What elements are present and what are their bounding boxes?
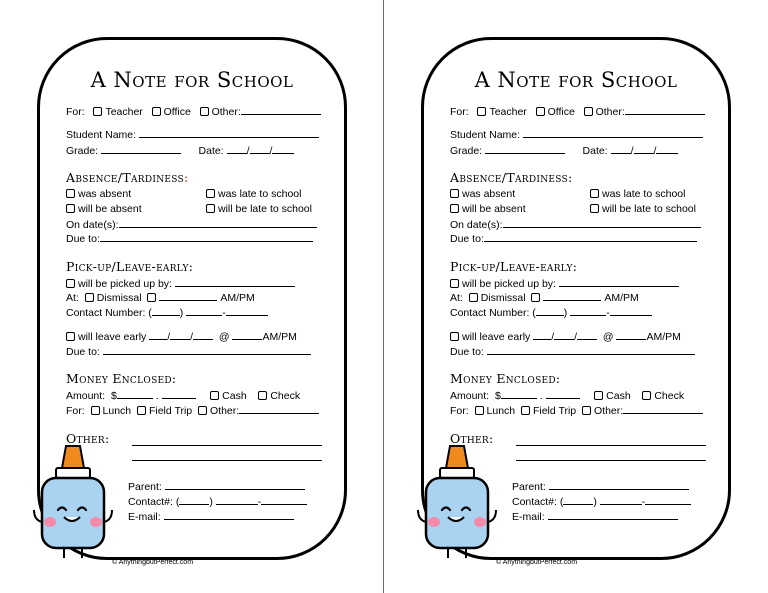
pickup-due-line[interactable] xyxy=(103,345,311,355)
other-line-1[interactable] xyxy=(132,436,322,446)
student-name-label: Student Name: xyxy=(66,129,137,141)
dismissal-checkbox[interactable] xyxy=(469,293,478,302)
money-for-row: For: Lunch Field Trip Other: xyxy=(450,404,703,417)
leave-time-line[interactable] xyxy=(616,330,646,340)
lunch-checkbox[interactable] xyxy=(91,406,100,415)
will-absent-option[interactable]: will be absent xyxy=(66,203,142,215)
leave-early-row: will leave early / / @ AM/PM xyxy=(450,330,681,343)
email-line[interactable] xyxy=(548,510,678,520)
date-label: Date: xyxy=(198,145,224,157)
picked-up-line[interactable] xyxy=(559,277,679,287)
contact-prefix-line[interactable] xyxy=(570,306,606,316)
parent-row: Parent: xyxy=(128,480,305,493)
contact-num-row: Contact#: ( ) - xyxy=(128,495,307,508)
picked-up-checkbox[interactable] xyxy=(450,279,459,288)
will-late-checkbox[interactable] xyxy=(206,204,215,213)
other-line[interactable] xyxy=(241,105,321,115)
cheek-left xyxy=(428,517,440,527)
glue-collar xyxy=(440,468,474,478)
absence-heading: Absence/Tardiness: xyxy=(66,170,189,185)
parent-number-line[interactable] xyxy=(261,495,307,505)
glue-cap xyxy=(62,446,84,468)
office-checkbox[interactable] xyxy=(152,107,161,116)
amount-cents-line[interactable] xyxy=(546,389,580,399)
teacher-label: Teacher xyxy=(105,106,143,118)
absence-due-row: Due to: xyxy=(66,232,313,245)
was-late-option[interactable]: was late to school xyxy=(206,188,301,200)
leave-early-checkbox[interactable] xyxy=(450,332,459,341)
copyright: © AnythingbutPerfect.com xyxy=(496,559,578,566)
was-absent-option[interactable]: was absent xyxy=(66,188,131,200)
other-heading: Other: xyxy=(66,431,110,446)
contact-number-line[interactable] xyxy=(610,306,652,316)
other-line-2[interactable] xyxy=(132,451,322,461)
teacher-checkbox[interactable] xyxy=(477,107,486,116)
picked-up-line[interactable] xyxy=(175,277,295,287)
date-month-line[interactable] xyxy=(611,144,631,154)
other-label: Other: xyxy=(211,106,241,118)
will-absent-checkbox[interactable] xyxy=(66,204,75,213)
at-row: At: Dismissal AM/PM xyxy=(66,292,255,304)
email-line[interactable] xyxy=(164,510,294,520)
amount-dollars-line[interactable] xyxy=(501,389,537,399)
was-absent-checkbox[interactable] xyxy=(450,189,459,198)
date-month-line[interactable] xyxy=(227,144,247,154)
money-heading: Money Enclosed: xyxy=(66,371,177,386)
time-line[interactable] xyxy=(543,291,601,301)
on-dates-row: On date(s): xyxy=(66,218,317,231)
amount-row: Amount: $ . Cash Check xyxy=(450,390,685,402)
other-checkbox[interactable] xyxy=(200,107,209,116)
check-checkbox[interactable] xyxy=(642,391,651,400)
date-day-line[interactable] xyxy=(634,144,654,154)
contact-area-line[interactable] xyxy=(152,306,180,316)
on-dates-line[interactable] xyxy=(119,218,317,228)
at-row: At: Dismissal AM/PM xyxy=(450,292,639,304)
leave-year-line[interactable] xyxy=(193,330,213,340)
leave-month-line[interactable] xyxy=(533,330,551,340)
grade-date-row: Grade: Date: / / xyxy=(450,144,678,157)
pickup-heading: Pick-up/Leave-early: xyxy=(450,259,578,274)
pickup-due-line[interactable] xyxy=(487,345,695,355)
cheek-right xyxy=(474,517,486,527)
contact-row: Contact Number: ( ) - xyxy=(66,306,268,319)
email-row: E-mail: xyxy=(512,510,678,523)
glue-bottle-icon xyxy=(28,444,118,564)
office-checkbox[interactable] xyxy=(536,107,545,116)
leave-early-row: will leave early / / @ AM/PM xyxy=(66,330,297,343)
absence-due-line[interactable] xyxy=(484,232,697,242)
cheek-left xyxy=(44,517,56,527)
grade-label: Grade: xyxy=(66,145,99,157)
note-title: A Note for School xyxy=(90,68,294,92)
money-other-checkbox[interactable] xyxy=(198,406,207,415)
cash-checkbox[interactable] xyxy=(210,391,219,400)
date-year-line[interactable] xyxy=(656,144,678,154)
parent-prefix-line[interactable] xyxy=(600,495,642,505)
leave-time-line[interactable] xyxy=(232,330,262,340)
was-late-checkbox[interactable] xyxy=(206,189,215,198)
email-row: E-mail: xyxy=(128,510,294,523)
time-checkbox[interactable] xyxy=(531,293,540,302)
was-absent-option[interactable]: was absent xyxy=(450,188,515,200)
student-name-row xyxy=(66,128,319,141)
parent-area-line[interactable] xyxy=(179,495,209,505)
money-for-row: For: Lunch Field Trip Other: xyxy=(66,404,319,417)
cash-checkbox[interactable] xyxy=(594,391,603,400)
pickup-due-row: Due to: xyxy=(450,345,695,358)
glue-bottle-icon xyxy=(412,444,502,564)
note-title: A Note for School xyxy=(474,68,678,92)
other-line-1[interactable] xyxy=(516,436,706,446)
parent-prefix-line[interactable] xyxy=(216,495,258,505)
on-dates-line[interactable] xyxy=(503,218,701,228)
student-name-line[interactable] xyxy=(523,128,703,138)
for-row xyxy=(66,105,321,118)
will-late-checkbox[interactable] xyxy=(590,204,599,213)
glue-collar xyxy=(56,468,90,478)
contact-area-line[interactable] xyxy=(536,306,564,316)
check-checkbox[interactable] xyxy=(258,391,267,400)
money-other-checkbox[interactable] xyxy=(582,406,591,415)
date-year-line[interactable] xyxy=(272,144,294,154)
amount-dollars-line[interactable] xyxy=(117,389,153,399)
other-checkbox[interactable] xyxy=(584,107,593,116)
teacher-checkbox[interactable] xyxy=(93,107,102,116)
glue-body xyxy=(426,478,488,548)
contact-number-line[interactable] xyxy=(226,306,268,316)
absence-due-line[interactable] xyxy=(100,232,313,242)
was-late-option[interactable]: was late to school xyxy=(590,188,685,200)
other-line[interactable] xyxy=(625,105,705,115)
parent-number-line[interactable] xyxy=(645,495,691,505)
page-divider xyxy=(383,0,384,593)
for-label: For: xyxy=(66,106,85,118)
will-absent-option[interactable]: will be absent xyxy=(450,203,526,215)
leave-month-line[interactable] xyxy=(149,330,167,340)
dismissal-checkbox[interactable] xyxy=(85,293,94,302)
contact-num-row: Contact#: ( ) - xyxy=(512,495,691,508)
leave-early-checkbox[interactable] xyxy=(66,332,75,341)
office-label: Office xyxy=(163,106,191,118)
money-other-line[interactable] xyxy=(623,404,703,414)
leave-day-line[interactable] xyxy=(554,330,574,340)
time-line[interactable] xyxy=(159,291,217,301)
was-absent-checkbox[interactable] xyxy=(66,189,75,198)
parent-row: Parent: xyxy=(512,480,689,493)
picked-up-row: will be picked up by: xyxy=(450,277,679,290)
parent-line[interactable] xyxy=(165,480,305,490)
leave-day-line[interactable] xyxy=(170,330,190,340)
cheek-right xyxy=(90,517,102,527)
will-late-option[interactable]: will be late to school xyxy=(590,203,696,215)
other-heading: Other: xyxy=(450,431,494,446)
grade-line[interactable] xyxy=(101,144,181,154)
picked-up-row: will be picked up by: xyxy=(66,277,295,290)
money-other-line[interactable] xyxy=(239,404,319,414)
field-trip-checkbox[interactable] xyxy=(521,406,530,415)
parent-line[interactable] xyxy=(549,480,689,490)
date-day-line[interactable] xyxy=(250,144,270,154)
absence-due-row: Due to: xyxy=(450,232,697,245)
pickup-due-row: Due to: xyxy=(66,345,311,358)
on-dates-row: On date(s): xyxy=(450,218,701,231)
pickup-heading: Pick-up/Leave-early: xyxy=(66,259,194,274)
picked-up-checkbox[interactable] xyxy=(66,279,75,288)
lunch-checkbox[interactable] xyxy=(475,406,484,415)
was-late-checkbox[interactable] xyxy=(590,189,599,198)
other-line-2[interactable] xyxy=(516,451,706,461)
for-row: For: Teacher Office Other: xyxy=(450,105,705,118)
will-absent-checkbox[interactable] xyxy=(450,204,459,213)
student-name-line[interactable] xyxy=(139,128,319,138)
absence-heading: Absence/Tardiness: xyxy=(450,170,573,185)
glue-cap xyxy=(446,446,468,468)
leave-year-line[interactable] xyxy=(577,330,597,340)
grade-line[interactable] xyxy=(485,144,565,154)
grade-date-row: Grade: Date: / / xyxy=(66,144,294,157)
amount-cents-line[interactable] xyxy=(162,389,196,399)
amount-row: Amount: $ . Cash Check xyxy=(66,390,301,402)
contact-row: Contact Number: ( ) - xyxy=(450,306,652,319)
money-heading: Money Enclosed: xyxy=(450,371,561,386)
student-name-row: Student Name: xyxy=(450,128,703,141)
glue-body xyxy=(42,478,104,548)
will-late-option[interactable]: will be late to school xyxy=(206,203,312,215)
time-checkbox[interactable] xyxy=(147,293,156,302)
copyright: © AnythingbutPerfect.com xyxy=(112,559,194,566)
field-trip-checkbox[interactable] xyxy=(137,406,146,415)
parent-area-line[interactable] xyxy=(563,495,593,505)
contact-prefix-line[interactable] xyxy=(186,306,222,316)
